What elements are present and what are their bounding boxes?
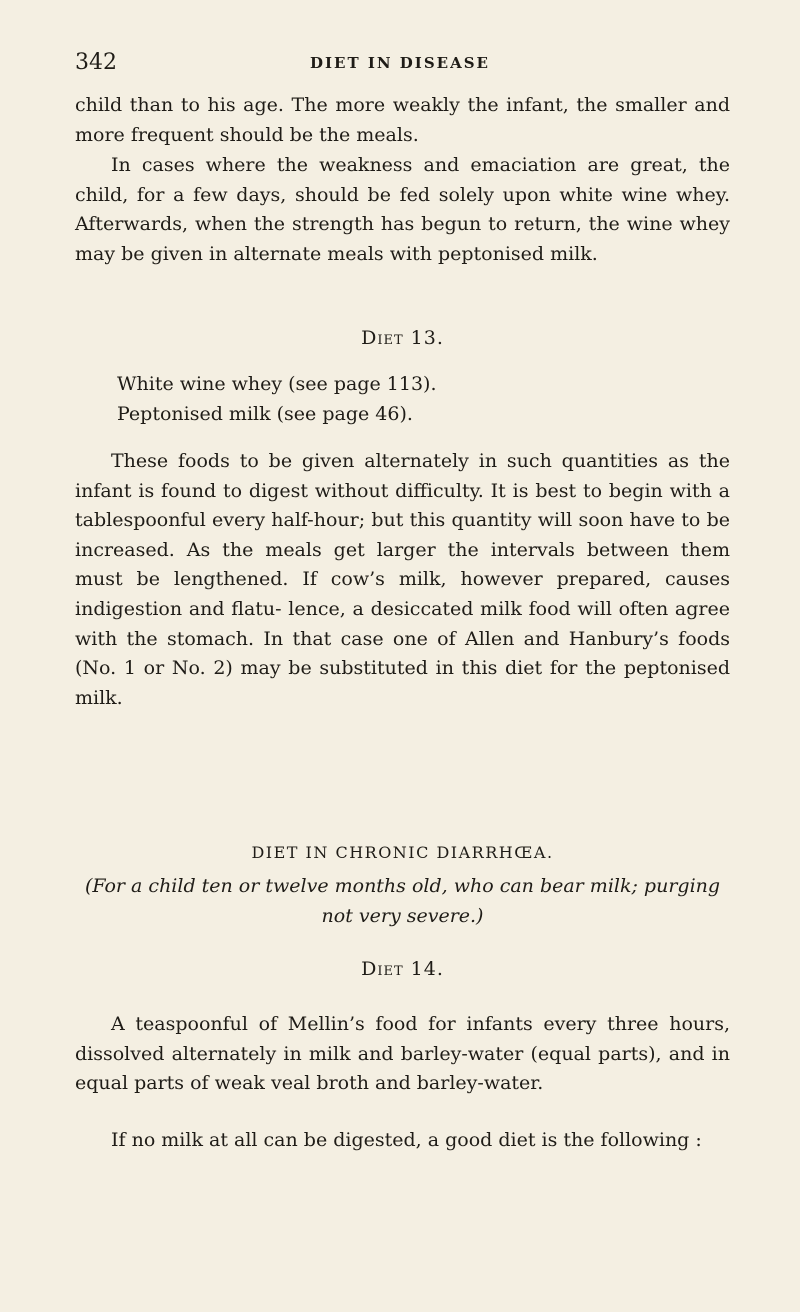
paragraph-weakness [75, 151, 730, 269]
section-subtitle: (For a child ten or twelve months old, who can bear milk; purging not very severe.) [84, 875, 721, 927]
paragraph-diet-14 [75, 1010, 730, 1099]
paragraph-feeding-instructions [75, 447, 730, 713]
diet-14-heading: Diet 14. [361, 958, 444, 980]
page-number: 342 [75, 50, 117, 75]
page-header [75, 50, 725, 80]
diet-13-heading: Diet 13. [361, 327, 444, 349]
running-title: DIET IN DISEASE [310, 54, 490, 72]
section-heading: DIET IN CHRONIC DIARRHŒA. [251, 843, 554, 862]
paragraph-text: In cases where the weakness and emaciation are great, the child, for a few days, should be fed solely upon white wine whey. Afterwards, when the strength has begun to return, the wine whey may be given in alternate meals with peptonised milk. [75, 154, 730, 265]
paragraph-text: child than to his age. The more weakly the infant, the smaller and more frequent should be the meals. [75, 94, 730, 146]
paragraph-no-milk [75, 1126, 730, 1156]
paragraph-continuation [75, 91, 730, 150]
paragraph-text: A teaspoonful of Mellin’s food for infants every three hours, dissolved alternately in milk and barley-water (equal parts), and in equal parts of weak veal broth and barley-water. [75, 1013, 730, 1095]
paragraph-text: These foods to be given alternately in such quantities as the infant is found to digest without difficulty. It is best to begin with a tablespoonful every half-hour; but this quantity will soon have to be increased. As the meals get larger the intervals between them must be lengthened. If cow’s milk, however prepared, causes indigestion and flatu- lence, a desiccated milk food will often agree with the stomach. In that case one of Allen and Hanbury’s foods (No. 1 or No. 2) may be substituted in this diet for the peptonised milk. [75, 450, 730, 709]
paragraph-text: If no milk at all can be digested, a good diet is the following : [111, 1129, 702, 1151]
diet-13-item: White wine whey (see page 113). [117, 373, 437, 395]
diet-13-item: Peptonised milk (see page 46). [117, 403, 413, 425]
